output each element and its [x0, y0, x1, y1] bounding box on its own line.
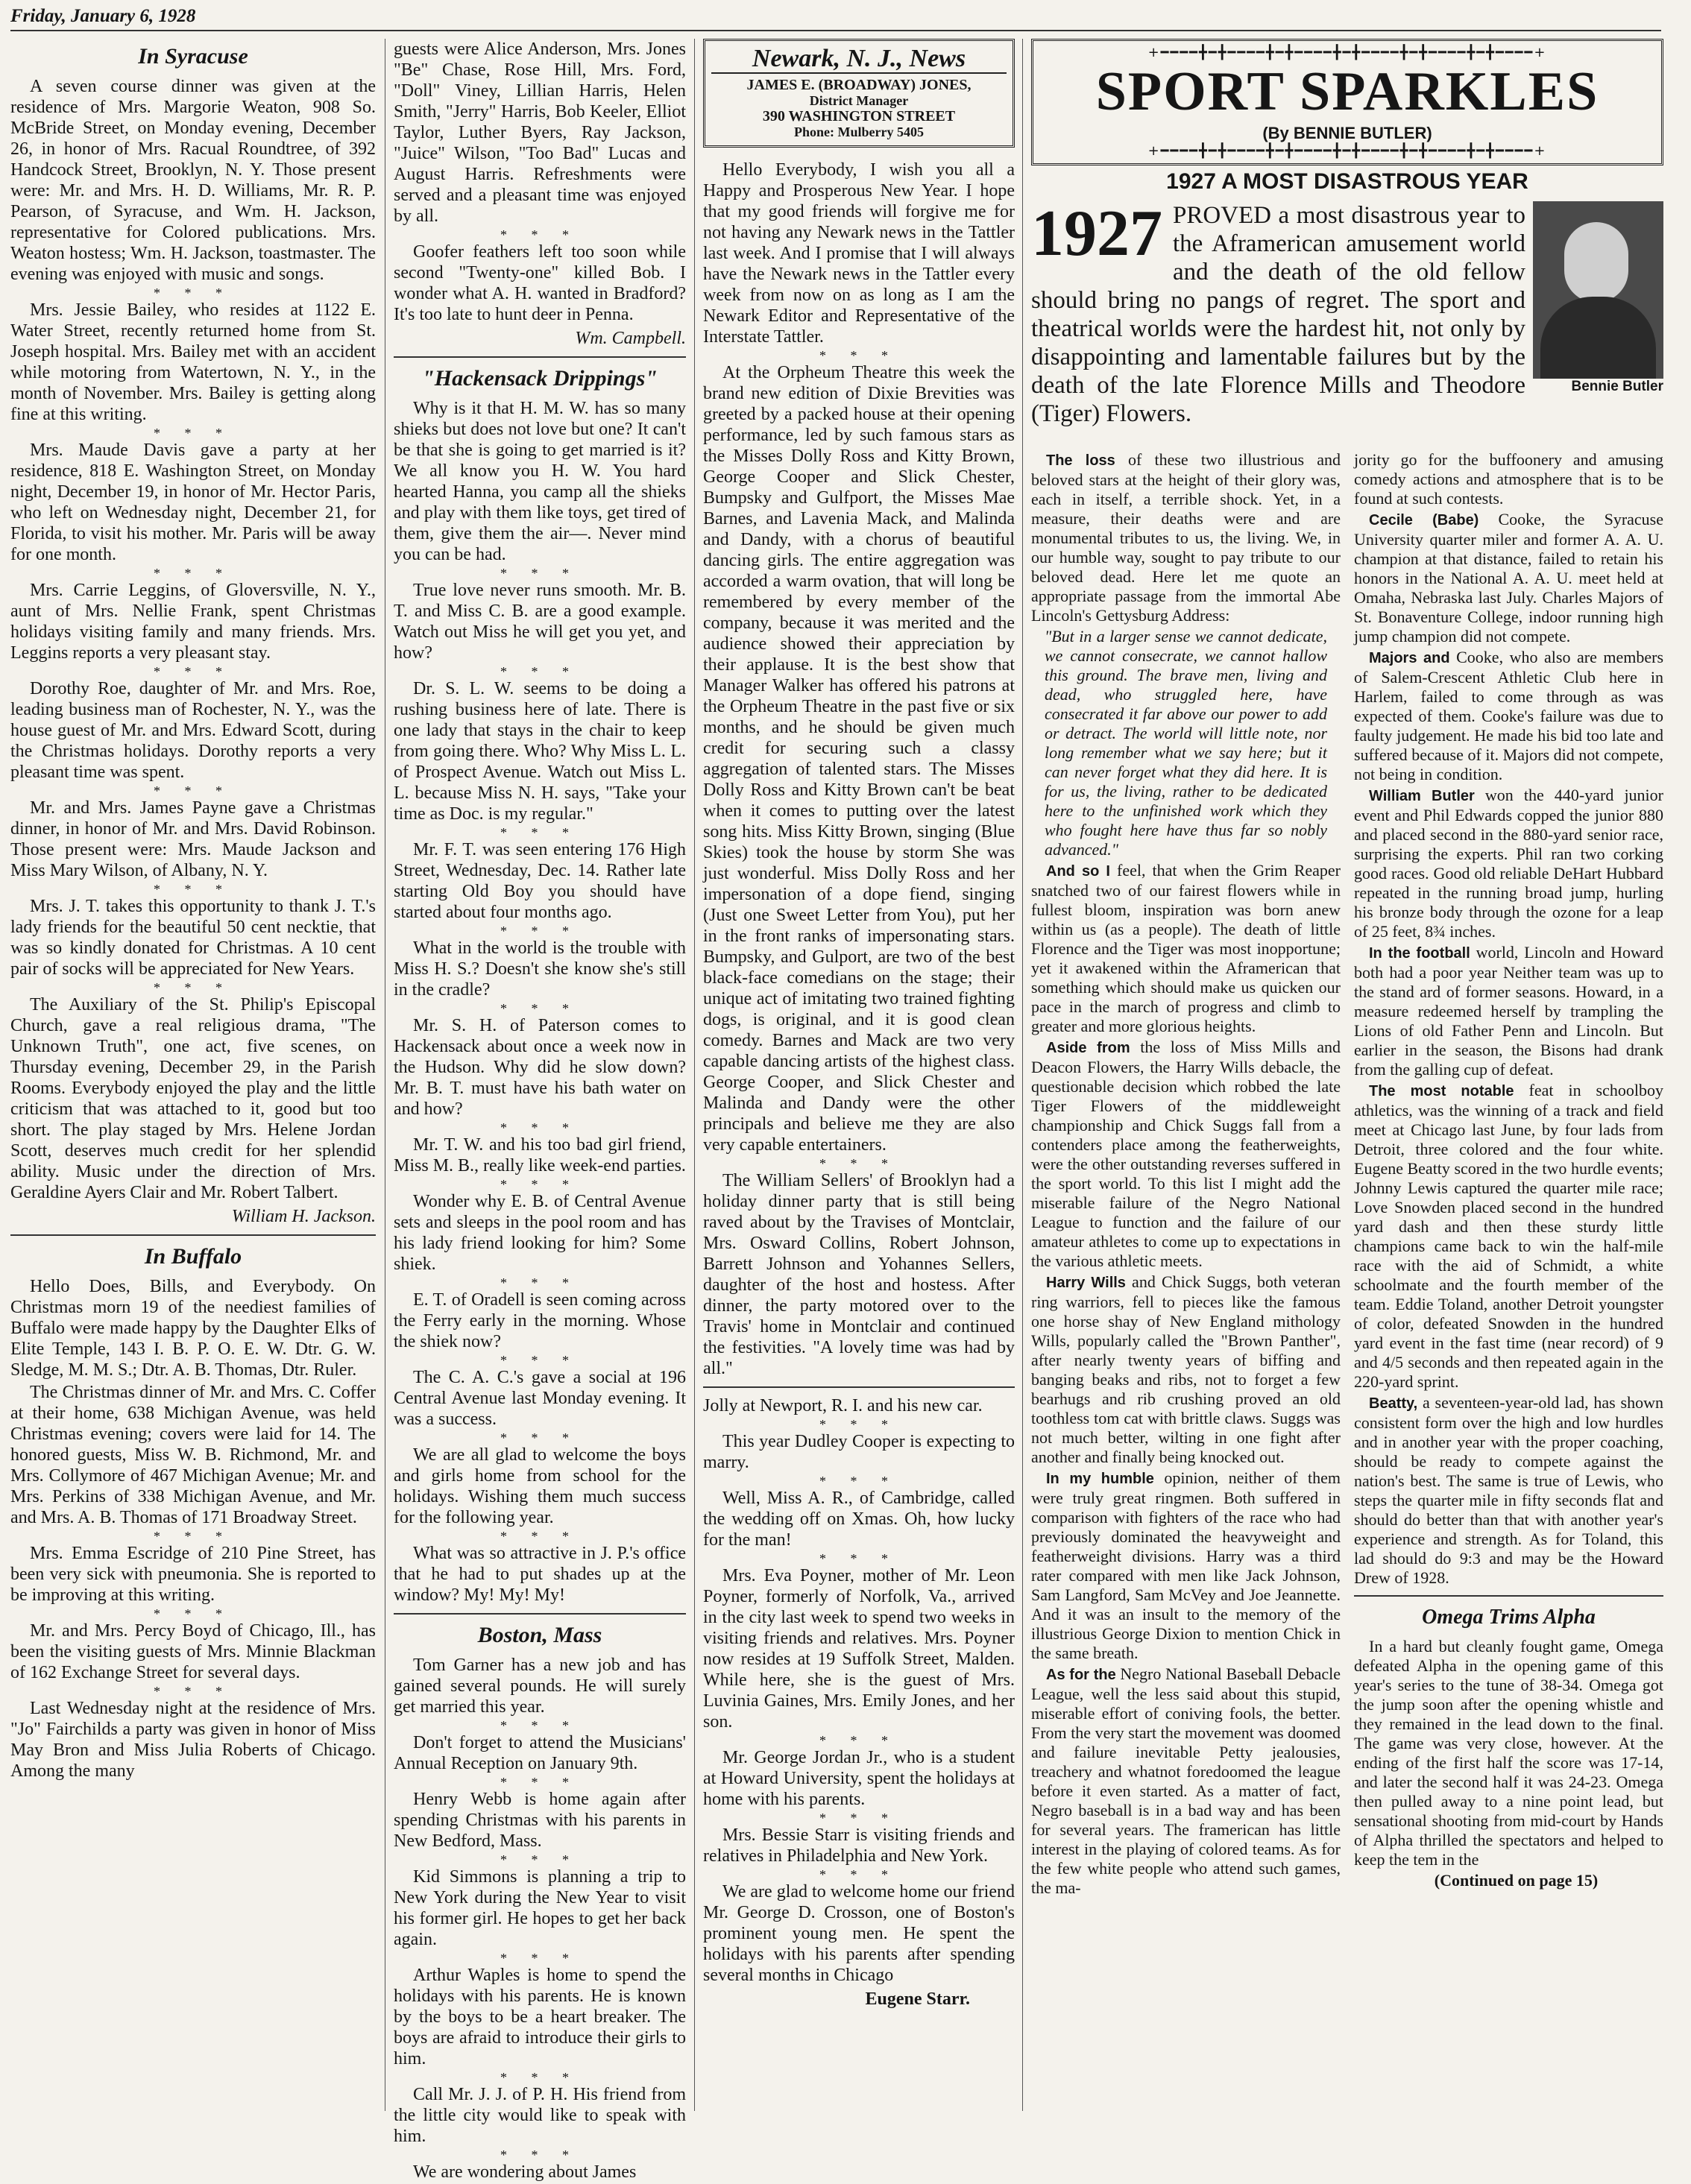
article-paragraph: Well, Miss A. R., of Cambridge, called the wedding off on Xmas. Oh, how lucky for the man! — [703, 1489, 1015, 1550]
drop-cap: 1927 — [1031, 198, 1162, 270]
sport-column-left: The loss of these two illustrious and beloved stars at the height of their glory was, each in itself, a terrible shock. Yet, in a measure, their deaths were and are monumental tributes to us, the living. We, in our humble way, sought to pay tribute to our beloved dead. Here let me quote an appropriate passage from the immortal Abe Lincoln's Gettysburg Address: "But in a larger sense we cannot dedicate, we cannot consecrate, we cannot hallow this ground. The brave men, living and dead, who struggled here, have consecrated it far above our power to add or detract. The world will little note, nor long remember what we say here; but it can never forget what they did here. It is for us, the living, rather to be dedicated here to the unfinished work which they who fought here have thus far so nobly advanced." And so I feel, that when the Grim Reaper snatched two of our fairest flowers while in fullest bloom, inspiration was born anew within us (as a people). The death of little Florence and the Tiger was most inopportune; yet it awakened within the Aframerican that something which should make us quicken our pace in the march of progress and climb to greater and more glorious heights. Aside from the loss of Miss Mills and Deacon Flowers, the Harry Wills debacle, the questionable decision which robbed the late Tiger Flowers of the middleweight championship and Chick Suggs fall from a contenders place among the featherweights, were the other outstanding reverses suffered in the sport world. To this list I might add the miserable failure of the Negro National League to function and the failure of our amateur athletes to come up to expectations in the various athletic meets. Harry Wills and Chick Suggs, both veteran ring warriors, fell to pieces like the famous one horse shay of New England mithology Wills, popularly called the "Brown Panther", after nearly twenty years of biffing and banging beaks and ribs, not to forget a few bearhugs and rib crushing proved an old toothless tom cat with brittle claws. Suggs was not much better, wilting in one fight after another and finally being knocked out. In my humble opinion, neither of them were truly great ringmen. Both suffered in comparison with fighters of the race who had previously dominated the heavyweight and featherweight divisions. Harry was a third rater compared with men like Jack Johnson, Sam Langford, Sam McVey and Joe Jeannette. And it was an insult to the memory of the illustrious George Dixion to mention Chick in the same breath. As for the Negro National Baseball Debacle League, well the less said about this stupid, miserable effort of coniving fools, the better. From the very start the movement was doomed and failure inevitable Petty jealousies, treachery and whatnot foredoomed the league before it even started. As a matter of fact, Negro baseball is in a bad way and has been for several years. The framerican has little interest in the playing of colored teams. As for the few white people who attend such games, the ma- — [1031, 450, 1341, 1897]
article-paragraph: guests were Alice Anderson, Mrs. Jones "Be" Chase, Rose Hill, Mrs. Ford, "Doll" Viney, Lillian Harris, Helen Smith, "Jerry" Harris, Bob Keeler, Elliot Taylor, Luther Byers, Ray Jackson, "Juice" Wilson, "Too Bad" Lucas and August Harris. Refreshments were served and a pleasant time was enjoyed by all. — [394, 40, 686, 226]
article-paragraph: Goofer feathers left too soon while second "Twenty-one" killed Bob. I wonder what A. H. wanted in Bradford? It's too late to hunt deer in Penna. — [394, 242, 686, 324]
article-paragraph: Dorothy Roe, daughter of Mr. and Mrs. Roe, leading business man of Rochester, N. Y., was the house guest of Mr. and Mrs. Edward Scott, during the Christmas holidays. Dorothy reports a very pleasant time was spent. — [10, 679, 376, 782]
article-paragraph: We are glad to welcome home our friend Mr. George D. Crosson, one of Boston's prominent young men. He spent the holidays with his parents after spending several months in Chicago — [703, 1882, 1015, 1985]
article-paragraph: Mrs. Bessie Starr is visiting friends and relatives in Philadelphia and New York. — [703, 1825, 1015, 1866]
article-paragraph: Why is it that H. M. W. has so many shieks but does not love but one? It can't be that she is going to get married is it? We all know you H. W. You hard hearted Hanna, you camp all the shieks and play with them like toys, get tired of them, give them the air—. Never mind you can be had. — [394, 399, 686, 564]
article-paragraph: Mr. T. W. and his too bad girl friend, Miss M. B., really like week-end parties. — [394, 1135, 686, 1175]
lead-paragraph — [1031, 198, 1663, 428]
article-paragraph: The Christmas dinner of Mr. and Mrs. C. Coffer at their home, 638 Michigan Avenue, was held Christmas evening; covers were laid for 14. The honored guests, Miss W. B. Richmond, Mr. and Mrs. Collymore of 467 Michigan Avenue; Mr. and Mrs. Perkins of 338 Michigan Avenue, and Mr. and Mrs. A. B. Thomas of 171 Broadway Street. — [10, 1383, 376, 1527]
article-paragraph: Henry Webb is home again after spending Christmas with his parents in New Bedford, Mass. — [394, 1790, 686, 1851]
article-paragraph: Dr. S. L. W. seems to be doing a rushing business here of late. There is one lady that stays in the chair to keep from going there. Who? Why Miss L. L. of Prospect Avenue. Watch out Miss L. L. because Miss N. H. says, "Take your time as Doc. is my regular." — [394, 679, 686, 824]
newark-phone: Phone: Mulberry 5405 — [794, 124, 924, 139]
sport-byline: (By BENNIE BUTLER) — [1262, 124, 1432, 142]
article-paragraph: The Auxiliary of the St. Philip's Episcopal Church, gave a real religious drama, "The Unknown Truth", one act, five scenes, on Thursday evening, December 29, in the Parish Rooms. Everybody enjoyed the play and the little criticism that was attached to it, good but too short. The play staged by Mrs. Helene Jordan Scott, deserves much credit for her splendid ability. Music under the direction of Mrs. Geraldine Ayers Clair and Mr. Robert Talbert. — [10, 995, 376, 1202]
header-rule — [10, 30, 1661, 31]
article-paragraph: The William Sellers' of Brooklyn had a holiday dinner party that is still being raved about by the Travises of Montclair, Mrs. Osward Collins, Robert Johnson, Barrett Johnson and Yohannes Sellers, daughter of the host and hostess. After dinner, the party motored over to the Travis' home in Montclair and continued the festivities. "A lovely time was had by all." — [703, 1171, 1015, 1378]
article-paragraph: We are all glad to welcome the boys and girls home from school for the holidays. Wishing them much success for the following year. — [394, 1445, 686, 1527]
decorative-border: +━━━━╋━╋━━━━╋━╋━━━━╋━╋━━━━╋━╋━━━━╋━╋━━━━+ — [1147, 143, 1547, 159]
article-paragraph: Mr. and Mrs. James Payne gave a Christmas dinner, in honor of Mr. and Mrs. David Robinson. Those present were: Mrs. Maude Jackson and Miss Mary Wilson, of Albany, N. Y. — [10, 798, 376, 880]
article-paragraph: Arthur Waples is home to spend the holidays with his parents. He is known by the boys to be a heart breaker. The boys are afraid to introduce their girls to him. — [394, 1966, 686, 2068]
sport-column-right: jority go for the buffoonery and amusing comedy actions and atmosphere that is to be found at such contests. Cecile (Babe) Cooke, the Syracuse University quarter miler and former A. A. U. champion at that distance, failed to retain his honors in the National A. A. U. meet held at Omaha, Nebraska last July. Charles Majors of St. Bonaventure College, indoor running high jump champion did not compete. Majors and Cooke, who also are members of Salem-Crescent Athletic Club here in Harlem, failed to come through as was expected of them. Cooke's failure was due to faulty judgement. He made his bid too late and suffered because of it. Majors did not compete, not being in condition. William Butler won the 440-yard junior event and Phil Edwards copped the junior 880 and placed second in the 880-yard senior race, surprising the experts. Phil ran two corking good races. Good old reliable DeHart Hubbard repeated in the running broad jump, hurling his bronze body through the ozone for a leap of 25 feet, 8¾ inches. In the football world, Lincoln and Howard both had a poor year Neither team was up to the stand ard of former seasons. Howard, in a measure redeemed herself by trampling the Lions of old Father Penn and Lincoln. But earlier in the season, the Bisons had drank from the galling cup of defeat. The most notable feat in schoolboy athletics, was the winning of a track and field meet at Chicago last June, by four lads from Detroit, three colored and the four white. Eugene Beatty scored in the two hurdle events; Johnny Lewis captured the quarter mile race; Love Snowden placed second in the hundred yard dash and then these sturdy little champions came back to win the half-mile race with the aid of Schmidt, a white schoolmate and the fourth member of the team. Eddie Toland, another Detroit youngster of color, defeated Snowden in the hundred yard event in the fast time (near record) of 9 and 4/5 seconds and then repeated again in the 220-yard sprint. Beatty, a seventeen-year-old lad, has shown consistent form over the high and low hurdles and in another year with the proper coaching, should be ready to compete against the nation's best. The same is true of Lewis, who steps the quarter mile in fifty seconds flat and should do better than that with another year's experience and strength. As for Toland, this lad should do 9:3 and may be the Howard Drew of 1928. Omega Trims Alpha In a hard but cleanly fought game, Omega defeated Alpha in the opening game of this year's series to the tune of 38-34. Omega got the jump soon after the opening whistle and they remained in the lead down to the final. The game was very close, however. At the ending of the first half the score was 17-14, and later the second half it was 24-23. Omega then pulled away to a nine point lead, but sensational shooting from mid-court by Hands of Alpha thrilled the spectators and helped to keep the tem in the (Continued on page 15) — [1354, 450, 1664, 1890]
article-paragraph: In a hard but cleanly fought game, Omega defeated Alpha in the opening game of this year's series to the tune of 38-34. Omega got the jump soon after the opening whistle and they remained in the lead down to the final. The game was very close, however. At the ending of the first half the score was 17-14, and later the second half it was 24-23. Omega then pulled away to a nine point lead, but sensational shooting from mid-court by Hands of Alpha thrilled the spectators and helped to keep the tem in the — [1354, 1637, 1663, 1869]
column-2: guests were Alice Anderson, Mrs. Jones "Be" Chase, Rose Hill, Mrs. Ford, "Doll" Viney, Lillian Harris, Helen Smith, "Jerry" Harris, Bob Keeler, Elliot Taylor, Luther Byers, Ray Jackson, "Juice" Wilson, "Too Bad" Lucas and August Harris. Refreshments were served and a pleasant time was enjoyed by all. * * * Goofer feathers left too soon while second "Twenty-one" killed Bob. I wonder what A. H. wanted in Bradford? It's too late to hunt deer in Penna. Wm. Campbell. "Hackensack Drippings" Why is it that H. M. W. has so many shieks but does not love but one? It can't be that she is going to get married is it? We all know you H. W. You hard hearted Hanna, you camp all the shieks and play with them like toys, get tired of them, give them the air—. Never mind you can be had. * * * True love never runs smooth. Mr. B. T. and Miss C. B. are a good example. Watch out Miss he will get you yet, and how? * * * Dr. S. L. W. seems to be doing a rushing business here of late. There is one lady that stays in the chair to keep from going there. Who? Why Miss L. L. of Prospect Avenue. Watch out Miss L. L. because Miss N. H. says, "Take your time as Doc. is my regular." * * * Mr. F. T. was seen entering 176 High Street, Wednesday, Dec. 14. Rather late starting Old Boy you should have started about four months ago. * * * What in the world is the trouble with Miss H. S.? Doesn't she know she's still in the cradle? * * * Mr. S. H. of Paterson comes to Hackensack about once a week now in the Hudson. Why did he slow down? Mr. B. T. must have his bath water on and how? * * * Mr. T. W. and his too bad girl friend, Miss M. B., really like week-end parties. * * * Wonder why E. B. of Central Avenue sets and sleeps in the pool room and has his lady friend looking for him? Some shiek. * * * E. T. of Oradell is seen coming across the Ferry early in the morning. Whose the shiek now? * * * The C. A. C.'s gave a social at 196 Central Avenue last Monday evening. It was a success. * * * We are all glad to welcome the boys and girls home from school for the holidays. Wishing them much success for the following year. * * * What was so attractive in J. P.'s office that he had to put shades up at the window? My! My! My! Boston, Mass Tom Garner has a new job and has gained several pounds. He will surely get married this year. * * * Don't forget to attend the Musicians' Annual Reception on January 9th. * * * Henry Webb is home again after spending Christmas with his parents in New Bedford, Mass. * * * Kid Simmons is planning a trip to New York during the New Year to visit his former girl. He hopes to get her back again. * * * Arthur Waples is home to spend the holidays with his parents. He is known by the boys to be a heart breaker. The boys are afraid to introduce their girls to him. * * * Call Mr. J. J. of P. H. His friend from the little city would like to speak with him. * * * We are wondering about James — [394, 40, 686, 2182]
article-paragraph: Last Wednesday night at the residence of Mrs. "Jo" Fairchilds a party was given in honor of Miss May Bron and Miss Julia Roberts of Chicago. Among the many — [10, 1699, 376, 1781]
article-paragraph: Mr. and Mrs. Percy Boyd of Chicago, Ill., has been the visiting guests of Mrs. Minnie Blackman of 162 Exchange Street for several days. — [10, 1621, 376, 1682]
page-date: Friday, January 6, 1928 — [10, 6, 196, 26]
article-paragraph: Mrs. J. T. takes this opportunity to thank J. T.'s lady friends for the beautiful 50 cent necktie, that was so kindly donated for Christmas. A 10 cent pair of socks will be appreciated for New Years. — [10, 897, 376, 979]
lead-text: PROVED a most disastrous year to the Aframerican amusement world and the death of the old fellow should bring no pangs of regret. The sport and theatrical worlds were the hardest hit, not only by disappointing and lamentable failures but by the death of the late Florence Mills and Theodore (Tiger) Flowers. — [1031, 202, 1525, 427]
article-paragraph: Hello Does, Bills, and Everybody. On Christmas morn 19 of the neediest families of Buffalo were made happy by the Daughter Elks of Elite Temple, 143 I. B. P. O. E. W. Dtr. G. W. Sledge, M. M. S.; Dtr. A. B. Thomas, Dtr. Ruler. — [10, 1277, 376, 1380]
article-paragraph: True love never runs smooth. Mr. B. T. and Miss C. B. are a good example. Watch out Miss he will get you yet, and how? — [394, 581, 686, 663]
sport-sparkles-section — [1031, 39, 1663, 1899]
article-paragraph: Mrs. Carrie Leggins, of Gloversville, N. Y., aunt of Mrs. Nellie Frank, spent Christmas holidays visiting family and many friends. Mrs. Leggins reports a very pleasant stay. — [10, 581, 376, 663]
article-paragraph: What in the world is the trouble with Miss H. S.? Doesn't she know she's still in the cradle? — [394, 938, 686, 1000]
sport-sparkles-masthead — [1031, 39, 1663, 165]
newark-manager-name: JAMES E. (BROADWAY) JONES, — [746, 77, 972, 93]
article-paragraph: What was so attractive in J. P.'s office that he had to put shades up at the window? My! My! My! — [394, 1544, 686, 1605]
article-paragraph: Mrs. Jessie Bailey, who resides at 1122 E. Water Street, recently returned home from St. Joseph hospital. Mrs. Bailey met with an accident while motoring from Watertown, N. Y., in the month of November. Mrs. Bailey is getting along fine at this writing. — [10, 300, 376, 424]
article-paragraph: Mrs. Eva Poyner, mother of Mr. Leon Poyner, formerly of Norfolk, Va., arrived in the city last week to spend two weeks in visiting friends and relatives. Mrs. Poyner now resides at 19 Suffolk Street, Malden. While here, she is the guest of Mrs. Luvinia Gaines, Mrs. Emily Jones, and her son. — [703, 1566, 1015, 1732]
article-paragraph: Kid Simmons is planning a trip to New York during the New Year to visit his former girl. He hopes to get her back again. — [394, 1867, 686, 1949]
photo-caption: Bennie Butler — [1571, 379, 1663, 394]
article-paragraph: Mr. George Jordan Jr., who is a student at Howard University, spent the holidays at home with his parents. — [703, 1748, 1015, 1809]
hackensack-heading: "Hackensack Drippings" — [422, 366, 658, 391]
article-paragraph: Don't forget to attend the Musicians' Annual Reception on January 9th. — [394, 1733, 686, 1773]
article-paragraph: The C. A. C.'s gave a social at 196 Central Avenue last Monday evening. It was a success. — [394, 1368, 686, 1429]
newark-title: Newark, N. J., News — [711, 48, 1007, 74]
byline-signature: Wm. Campbell. — [575, 329, 686, 348]
article-paragraph: We are wondering about James — [413, 2162, 637, 2182]
article-paragraph: Jolly at Newport, R. I. and his new car. — [703, 1396, 983, 1416]
article-paragraph: Call Mr. J. J. of P. H. His friend from the little city would like to speak with him. — [394, 2085, 686, 2146]
newark-news-box — [703, 39, 1015, 148]
sport-subheading: 1927 A MOST DISASTROUS YEAR — [1166, 169, 1528, 194]
article-paragraph: This year Dudley Cooper is expecting to marry. — [703, 1432, 1015, 1472]
columnist-photo — [1533, 201, 1663, 394]
boston-heading: Boston, Mass — [477, 1623, 602, 1647]
article-paragraph: Mr. F. T. was seen entering 176 High Street, Wednesday, Dec. 14. Rather late starting Old Boy you should have started about four months ago. — [394, 840, 686, 922]
buffalo-heading: In Buffalo — [144, 1244, 242, 1269]
column-1: In Syracuse A seven course dinner was given at the residence of Mrs. Margorie Weaton, 908 So. McBride Street, on Monday evening, December 26, in honor of Mrs. Racual Roundtree, of 392 Handcock Street, Brooklyn, N. Y. Those present were: Mr. and Mrs. H. D. Williams, Mr. R. P. Pearson, of Syracuse, and Wm. H. Jackson, representative for Colored publications. Mrs. Weaton hostess; Wm. H. Jackson, toastmaster. The evening was enjoyed with music and songs. * * * Mrs. Jessie Bailey, who resides at 1122 E. Water Street, recently returned home from St. Joseph hospital. Mrs. Bailey met with an accident while motoring from Watertown, N. Y., in the month of November. Mrs. Bailey is getting along fine at this writing. * * * Mrs. Maude Davis gave a party at her residence, 818 E. Washington Street, on Monday night, December 19, in honor of Mr. Hector Paris, who left on Wednesday night, December 21, for Florida, to visit his mother. Mr. Paris will be away for one month. * * * Mrs. Carrie Leggins, of Gloversville, N. Y., aunt of Mrs. Nellie Frank, spent Christmas holidays visiting family and many friends. Mrs. Leggins reports a very pleasant stay. * * * Dorothy Roe, daughter of Mr. and Mrs. Roe, leading business man of Rochester, N. Y., was the house guest of Mr. and Mrs. Edward Scott, during the Christmas holidays. Dorothy reports a very pleasant time was spent. * * * Mr. and Mrs. James Payne gave a Christmas dinner, in honor of Mr. and Mrs. David Robinson. Those present were: Mrs. Maude Jackson and Miss Mary Wilson, of Albany, N. Y. * * * Mrs. J. T. takes this opportunity to thank J. T.'s lady friends for the beautiful 50 cent necktie, that was so kindly donated for Christmas. A 10 cent pair of socks will be appreciated for New Years. * * * The Auxiliary of the St. Philip's Episcopal Church, gave a real religious drama, "The Unknown Truth", one act, five scenes, on Thursday evening, December 29, in the Parish Rooms. Everybody enjoyed the play and the little criticism that was attached to it, good but too short. The play staged by Mrs. Helene Jordan Scott, deserves much credit for her splendid ability. Music under the direction of Mrs. Geraldine Ayers Clair and Mr. Robert Talbert. William H. Jackson. In Buffalo Hello Does, Bills, and Everybody. On Christmas morn 19 of the neediest families of Buffalo were made happy by the Daughter Elks of Elite Temple, 143 I. B. P. O. E. W. Dtr. G. W. Sledge, M. M. S.; Dtr. A. B. Thomas, Dtr. Ruler. The Christmas dinner of Mr. and Mrs. C. Coffer at their home, 638 Michigan Avenue, was held Christmas evening; covers were laid for 14. The honored guests, Miss W. B. Richmond, Mr. and Mrs. Collymore of 467 Michigan Avenue; Mr. and Mrs. Perkins of 338 Michigan Avenue, and Mr. and Mrs. A. B. Thomas of 171 Broadway Street. * * * Mrs. Emma Escridge of 210 Pine Street, has been very sick with pneumonia. She is reported to be improving at this writing. * * * Mr. and Mrs. Percy Boyd of Chicago, Ill., has been the visiting guests of Mrs. Minnie Blackman of 162 Exchange Street for several days. * * * Last Wednesday night at the residence of Mrs. "Jo" Fairchilds a party was given in honor of Miss May Bron and Miss Julia Roberts of Chicago. Among the many — [10, 44, 376, 1781]
sport-two-columns — [1031, 450, 1663, 1899]
article-paragraph: Mr. S. H. of Paterson comes to Hackensack about once a week now in the Hudson. Why did he slow down? Mr. B. T. must have his bath water on and how? — [394, 1016, 686, 1119]
newark-manager-role: District Manager — [809, 93, 909, 108]
continued-notice: (Continued on page 15) — [1434, 1871, 1599, 1890]
gettysburg-quote: "But in a larger sense we cannot dedicate, we cannot consecrate, we cannot hallow this ground. The brave men, living and dead, who struggled here, have consecrated it far above our power to add or detract. The world will little note, nor long remember what we say here; but it can never forget what they did here. It is for us, the living, rather to be dedicated here to the unfinished work which they who fought here have thus far so nobly advanced." — [1045, 627, 1327, 859]
newark-address: 390 WASHINGTON STREET — [762, 108, 956, 124]
byline-signature: Eugene Starr. — [865, 1989, 970, 2009]
article-paragraph: Hello Everybody, I wish you all a Happy and Prosperous New Year. I hope that my good friends will forgive me for not having any Newark news in the Tattler last week. And I promise that I will always have the Newark news in the Tattler every week from now on as long as I am the Newark Editor and Representative of the Interstate Tattler. — [703, 160, 1015, 347]
article-paragraph: Mrs. Emma Escridge of 210 Pine Street, has been very sick with pneumonia. She is reported to be improving at this writing. — [10, 1544, 376, 1605]
decorative-border: +━━━━╋━╋━━━━╋━╋━━━━╋━╋━━━━╋━╋━━━━╋━╋━━━━+ — [1147, 45, 1547, 60]
article-paragraph: A seven course dinner was given at the residence of Mrs. Margorie Weaton, 908 So. McBride Street, on Monday evening, December 26, in honor of Mrs. Racual Roundtree, of 392 Handcock Street, Brooklyn, N. Y. Those present were: Mr. and Mrs. H. D. Williams, Mr. R. P. Pearson, of Syracuse, and Wm. H. Jackson, representative for Colored publications. Mrs. Weaton hostess; Wm. H. Jackson, toastmaster. The evening was enjoyed with music and songs. — [10, 77, 376, 284]
article-paragraph: Wonder why E. B. of Central Avenue sets and sleeps in the pool room and has his lady friend looking for him? Some shiek. — [394, 1192, 686, 1274]
article-paragraph: E. T. of Oradell is seen coming across the Ferry early in the morning. Whose the shiek now? — [394, 1290, 686, 1351]
column-3: Newark, N. J., News JAMES E. (BROADWAY) JONES, District Manager 390 WASHINGTON STREET Phone: Mulberry 5405 Hello Everybody, I wish you all a Happy and Prosperous New Year. I hope that my good friends will forgive me for not having any Newark news in the Tattler last week. And I promise that I will always have the Newark news in the Tattler every week from now on as long as I am the Newark Editor and Representative of the Interstate Tattler. * * * At the Orpheum Theatre this week the brand new edition of Dixie Brevities was greeted by a packed house at their opening performance, led by such famous stars as the Misses Dolly Ross and Kitty Brown, George Cooper and Slick Chester, Bumpsky and Gulfport, the Misses Mae Barnes, and Lavenia Mack, and Malinda and Dandy, with a chorus of beautiful dancing girls. The entire aggregation was accorded a warm ovation, that will long be remembered by every member of the company, because it was merited and the audience showed their appreciation by their applause. It is the best show that Manager Walker has offered his patrons at the Orpheum Theatre in the past five or six months, and he should be given much credit for securing such a classy aggregation of talented stars. The Misses Dolly Ross and Kitty Brown can't be beat when it comes to putting over the latest song hits. Miss Kitty Brown, singing (Blue Skies) took the house by storm She was just wonderful. Miss Dolly Ross and her impersonation of a dope fiend, singing (Just one Sweet Letter from You), put her in the front ranks of impersonating stars. Bumpsky, and Gulport, are two of the best black-face comedians on the stage; their unique act of imitating two trained fighting dogs, is original, and it is good clean comedy. Barnes and Mack are two very capable dancing artists of the highest class. George Cooper, and Slick Chester and Malinda and Dandy were the other principals and believe me they are also very capable entertainers. * * * The William Sellers' of Brooklyn had a holiday dinner party that is still being raved about by the Travises of Montclair, Mrs. Osward Collins, Robert Johnson, Barrett Johnson and Yohannes Sellers, daughter of the host and hostess. After dinner, the party motored over to the Travis' home in Montclair and continued the festivities. "A lovely time was had by all." Jolly at Newport, R. I. and his new car. * * * This year Dudley Cooper is expecting to marry. * * * Well, Miss A. R., of Cambridge, called the wedding off on Xmas. Oh, how lucky for the man! * * * Mrs. Eva Poyner, mother of Mr. Leon Poyner, formerly of Norfolk, Va., arrived in the city last week to spend two weeks in visiting friends and relatives. Mrs. Poyner now resides at 19 Suffolk Street, Malden. While here, she is the guest of Mrs. Luvinia Gaines, Mrs. Emily Jones, and her son. * * * Mr. George Jordan Jr., who is a student at Howard University, spent the holidays at home with his parents. * * * Mrs. Bessie Starr is visiting friends and relatives in Philadelphia and New York. * * * We are glad to welcome home our friend Mr. George D. Crosson, one of Boston's prominent young men. He spent the holidays with his parents after spending several months in Chicago Eugene Starr. — [703, 39, 1015, 2017]
byline-signature: William H. Jackson. — [231, 1207, 376, 1226]
column-divider — [694, 39, 695, 2111]
article-paragraph: At the Orpheum Theatre this week the brand new edition of Dixie Brevities was greeted by a packed house at their opening performance, led by such famous stars as the Misses Dolly Ross and Kitty Brown, George Cooper and Slick Chester, Bumpsky and Gulfport, the Misses Mae Barnes, and Lavenia Mack, and Malinda and Dandy, with a chorus of beautiful dancing girls. The entire aggregation was accorded a warm ovation, that will long be remembered by every member of the company, because it was merited and the audience showed their appreciation by their applause. It is the best show that Manager Walker has offered his patrons at the Orpheum Theatre in the past five or six months, and he should be given much credit for securing such a classy aggregation of talented stars. The Misses Dolly Ross and Kitty Brown can't be beat when it comes to putting over the latest song hits. Miss Kitty Brown, singing (Blue Skies) took the house by storm She was just wonderful. Miss Dolly Ross and her impersonation of a dope fiend, singing (Just one Sweet Letter from You), put her in the front ranks of impersonating stars. Bumpsky, and Gulport, are two of the best black-face comedians on the stage; their unique act of imitating two trained fighting dogs, is original, and it is good clean comedy. Barnes and Mack are two very capable dancing artists of the highest class. George Cooper, and Slick Chester and Malinda and Dandy were the other principals and believe me they are also very capable entertainers. — [703, 363, 1015, 1155]
sport-sparkles-title: SPORT SPARKLES — [1095, 61, 1599, 122]
column-divider — [1022, 39, 1023, 2111]
article-paragraph: Mrs. Maude Davis gave a party at her residence, 818 E. Washington Street, on Monday night, December 19, in honor of Mr. Hector Paris, who left on Wednesday night, December 21, for Florida, to visit his mother. Mr. Paris will be away for one month. — [10, 441, 376, 564]
omega-heading: Omega Trims Alpha — [1422, 1606, 1596, 1629]
syracuse-heading: In Syracuse — [138, 44, 248, 69]
article-paragraph: Tom Garner has a new job and has gained several pounds. He will surely get married this year. — [394, 1656, 686, 1717]
